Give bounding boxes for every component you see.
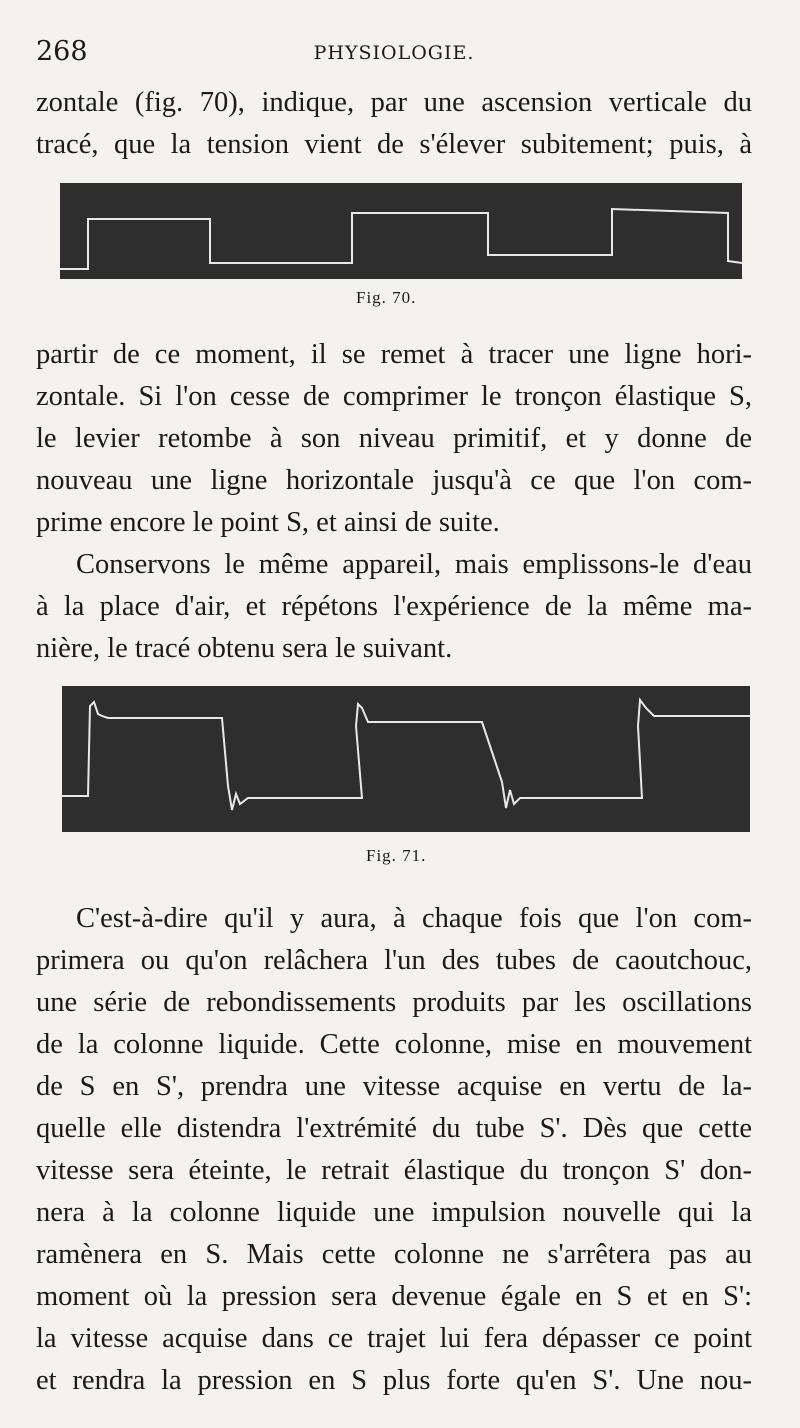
text-line: nera à la colonne liquide une impulsion nouvelle qui la (36, 1197, 752, 1228)
page-number: 268 (36, 36, 88, 67)
text-line: nière, le tracé obtenu sera le suivant. (36, 633, 453, 664)
text-line: le levier retombe à son niveau primitif, et y donne de (36, 423, 752, 454)
text-line: quelle elle distendra l'extrémité du tube S'. Dès que cette (36, 1113, 752, 1144)
text-line: C'est-à-dire qu'il y aura, à chaque fois que l'on com- (76, 903, 752, 934)
page-header (36, 32, 752, 72)
text-line: moment où la pression sera devenue égale en S et en S': (36, 1281, 752, 1312)
text-line: partir de ce moment, il se remet à tracer une ligne hori- (36, 339, 752, 370)
figure-71-trace (62, 686, 750, 832)
figure-70-trace (60, 183, 742, 279)
text-line: zontale (fig. 70), indique, par une ascension verticale du (36, 87, 752, 118)
text-line: et rendra la pression en S plus forte qu'en S'. Une nou- (36, 1365, 752, 1396)
text-line: prime encore le point S, et ainsi de suite. (36, 507, 500, 538)
text-line: zontale. Si l'on cesse de comprimer le tronçon élastique S, (36, 381, 752, 412)
text-line: de S en S', prendra une vitesse acquise en vertu de la- (36, 1071, 752, 1102)
text-line: vitesse sera éteinte, le retrait élastique du tronçon S' don- (36, 1155, 752, 1186)
running-title: PHYSIOLOGIE. (313, 42, 475, 64)
text-line: nouveau une ligne horizontale jusqu'à ce que l'on com- (36, 465, 752, 496)
text-line: une série de rebondissements produits par les oscillations (36, 987, 752, 1018)
text-line: à la place d'air, et répétons l'expérience de la même ma- (36, 591, 752, 622)
text-line: tracé, que la tension vient de s'élever subitement; puis, à (36, 129, 752, 160)
text-line: la vitesse acquise dans ce trajet lui fera dépasser ce point (36, 1323, 752, 1354)
text-line: primera ou qu'on relâchera l'un des tubes de caoutchouc, (36, 945, 752, 976)
text-line: de la colonne liquide. Cette colonne, mise en mouvement (36, 1029, 752, 1060)
figure-71-caption: Fig. 71. (366, 846, 427, 865)
text-line: ramènera en S. Mais cette colonne ne s'arrêtera pas au (36, 1239, 752, 1270)
text-line: Conservons le même appareil, mais emplissons-le d'eau (76, 549, 752, 580)
figure-70-caption: Fig. 70. (356, 288, 417, 307)
